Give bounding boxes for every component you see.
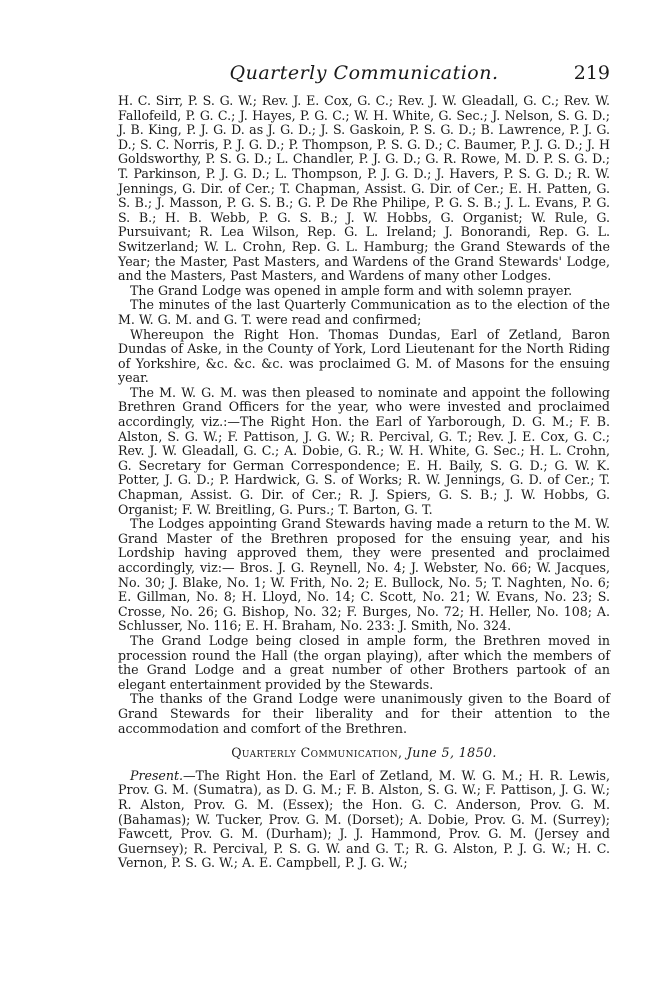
- running-title: Quarterly Communication.: [229, 62, 499, 84]
- section-heading: [118, 746, 610, 761]
- proclamation-paragraph: Whereupon the Right Hon. Thomas Dundas, Earl of Zetland, Baron Dundas of Aske, in the County of York, Lord Lieutenant for the North Riding of Yorkshire, &c. &c. &c. was proclaimed G. M. of Masons for the ensuing year.: [118, 326, 610, 386]
- grand-officers-paragraph: The M. W. G. M. was then pleased to nominate and appoint the following Brethren Grand Officers for the year, who were invested and proclaimed accordingly, viz.:—The Right Hon. the Earl of Yarborough, D. G. M.; F. B. Alston, S. G. W.; F. Pattison, J. G. W.; R. Percival, G. T.; Rev. J. E. Cox, G. C.; Rev. J. W. Gleadall, G. C.; A. Dobie, G. R.; W. H. White, G. Sec.; H. L. Crohn, G. Secretary for German Correspondence; E. H. Baily, S. G. D.; G. W. K. Potter, J. G. D.; P. Hardwick, G. S. of Works; R. W. Jennings, G. D. of Cer.; T. Chapman, Assist. G. Dir. of Cer.; R. J. Spiers, G. S. B.; J. W. Hobbs, G. Organist; F. W. Breitling, G. Purs.; T. Barton, G. T.: [118, 384, 610, 517]
- minutes-paragraph: The minutes of the last Quarterly Communication as to the election of the M. W. G. M. and G. T. were read and confirmed;: [118, 297, 610, 327]
- section-heading-date: June 5, 1850.: [406, 745, 497, 761]
- thanks-paragraph: The thanks of the Grand Lodge were unanimously given to the Board of Grand Stewards for their liberality and for their attention to the accommodation and comfort of the Brethren.: [118, 691, 610, 736]
- running-head: [118, 62, 610, 88]
- body-text: [118, 94, 610, 871]
- attendee-list-paragraph: H. C. Sirr, P. S. G. W.; Rev. J. E. Cox, G. C.; Rev. J. W. Gleadall, G. C.; Rev. W. Fallofeild, P. G. C.; J. Hayes, P. G. C.; W. H. White, G. Sec.; J. Nelson, S. G. D.; J. B. King, P. J. G. D. as J. G. D.; J. S. Gaskoin, P. S. G. D.; B. Lawrence, P. J. G. D.; S. C. Norris, P. J. G. D.; P. Thompson, P. S. G. D.; C. Baumer, P. J. G. D.; J. H Goldsworthy, P. S. G. D.; L. Chandler, P. J. G. D.; G. R. Rowe, M. D. P. S. G. D.; T. Parkinson, P. J. G. D.; L. Thompson, P. J. G. D.; J. Havers, P. S. G. D.; R. W. Jennings, G. Dir. of Cer.; T. Chapman, Assist. G. Dir. of Cer.; E. H. Patten, G. S. B.; J. Masson, P. G. S. B.; G. P. De Rhe Philipe, P. G. S. B.; J. L. Evans, P. G. S. B.; H. B. Webb, P. G. S. B.; J. W. Hobbs, G. Organist; W. Rule, G. Pursuivant; R. Lea Wilson, Rep. G. L. Ireland; J. Bonorandi, Rep. G. L. Switzerland; W. L. Crohn, Rep. G. L. Hamburg; the Grand Stewards of the Year; the Master, Past Masters, and Wardens of the Grand Stewards' Lodge, and the Masters, Past Masters, and Wardens of many other Lodges.: [118, 93, 610, 284]
- present-paragraph: [118, 769, 610, 871]
- opening-paragraph: The Grand Lodge was opened in ample form and with solemn prayer.: [130, 282, 573, 298]
- present-text: —The Right Hon. the Earl of Zetland, M. W. G. M.; H. R. Lewis, Prov. G. M. (Sumatra), as D. G. M.; F. B. Alston, S. G. W.; F. Pattison, J. G. W.; R. Alston, Prov. G. M. (Essex); the Hon. G. C. Anderson, Prov. G. M. (Bahamas); W. Tucker, Prov. G. M. (Dorset); A. Dobie, Prov. G. M. (Surrey); Fawcett, Prov. G. M. (Durham); J. J. Hammond, Prov. G. M. (Jersey and Guernsey); R. Percival, P. S. G. W. and G. T.; R. G. Alston, P. J. G. W.; H. C. Vernon, P. S. G. W.; A. E. Campbell, P. J. G. W.;: [118, 767, 610, 871]
- page-number: 219: [573, 62, 610, 84]
- closing-paragraph: The Grand Lodge being closed in ample form, the Brethren moved in procession round the Hall (the organ playing), after which the members of the Grand Lodge and a great number of other Brothers partook of an elegant entertainment provided by the Stewards.: [118, 632, 610, 692]
- grand-stewards-paragraph: The Lodges appointing Grand Stewards having made a return to the M. W. Grand Master of the Brethren proposed for the ensuing year, and his Lordship having approved them, they were presented and proclaimed accordingly, viz:— Bros. J. G. Reynell, No. 4; J. Webster, No. 66; W. Jacques, No. 30; J. Blake, No. 1; W. Frith, No. 2; E. Bullock, No. 5; T. Naghten, No. 6; E. Gillman, No. 8; H. Lloyd, No. 14; C. Scott, No. 21; W. Evans, No. 23; S. Crosse, No. 26; G. Bishop, No. 32; F. Burges, No. 72; H. Heller, No. 108; A. Schlusser, No. 116; E. H. Braham, No. 233: J. Smith, No. 324.: [118, 516, 610, 634]
- section-heading-title: Quarterly Communication,: [231, 745, 403, 761]
- present-label: Present.: [130, 767, 184, 783]
